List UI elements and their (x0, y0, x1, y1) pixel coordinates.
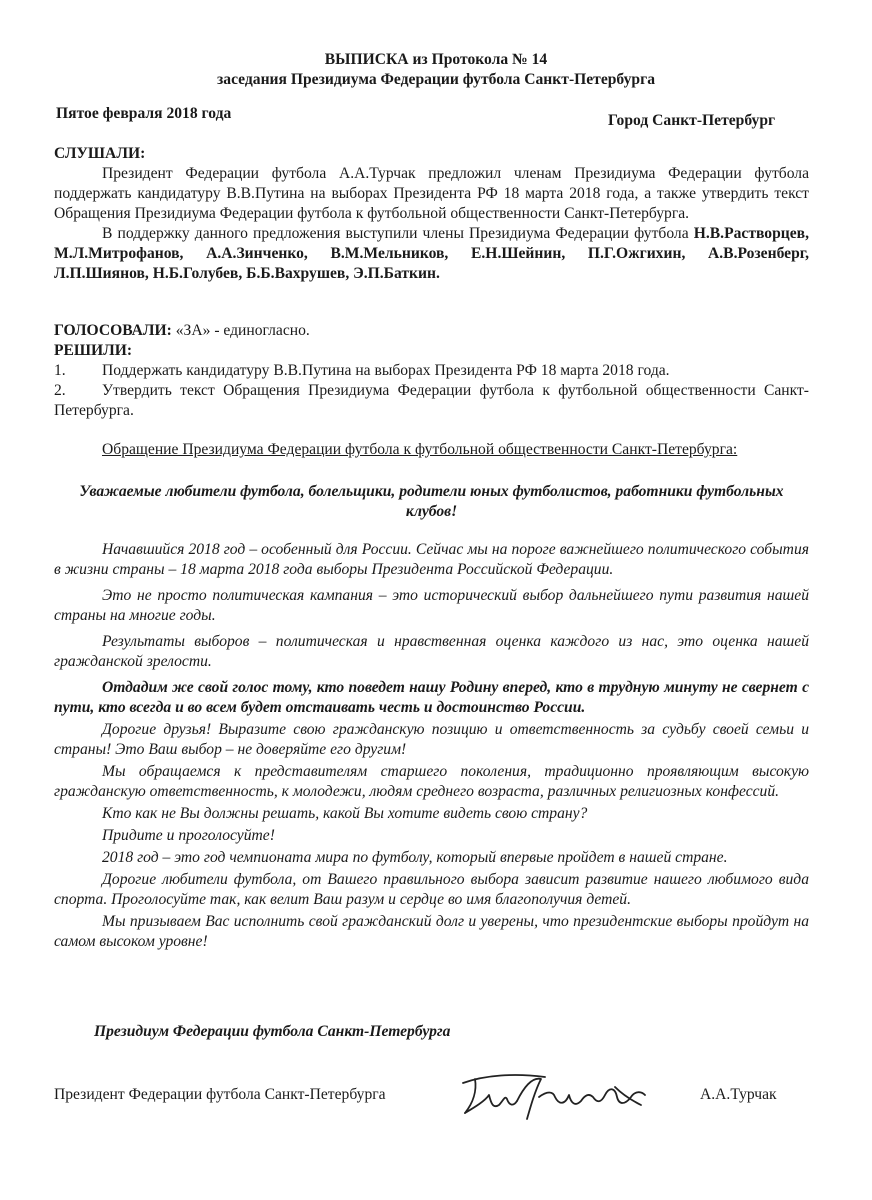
appeal-title: Обращение Президиума Федерации футбола к футбольной общественности Санкт-Петербурга: (102, 441, 738, 458)
voted-result: «ЗА» - единогласно. (175, 322, 310, 339)
appeal-paragraph: Мы призываем Вас исполнить свой гражданский долг и уверены, что президентские выборы пройдут на самом высоком уровне! (54, 913, 809, 950)
appeal-paragraph: Дорогие любители футбола, от Вашего правильного выбора зависит развитие нашего любимого вида спорта. Проголосуйте так, как велит Ваш разум и сердце во имя благополучия детей. (54, 871, 809, 908)
decided-heading: РЕШИЛИ: (54, 342, 133, 359)
listened-heading: СЛУШАЛИ: (54, 145, 146, 162)
voted-heading: ГОЛОСОВАЛИ: (54, 322, 172, 339)
listened-section (54, 144, 809, 284)
appeal-paragraph: Начавшийся 2018 год – особенный для России. Сейчас мы на пороге важнейшего политического события в жизни страны – 18 марта 2018 года выборы Президента Российской Федерации. (54, 541, 809, 578)
document-title: ВЫПИСКА из Протокола № 14 (324, 51, 548, 68)
appeal-paragraph: Это не просто политическая кампания – это исторический выбор дальнейшего пути развития нашей страны на многие годы. (54, 587, 809, 624)
decision-section (54, 321, 809, 421)
listened-paragraph: Президент Федерации футбола А.А.Турчак предложил членам Президиума Федерации футбола поддержать кандидатуру В.В.Путина на выборах Президента РФ 18 марта 2018 года, а также утвердить текст Обращения Президиума Федерации футбола к футбольной общественности Санкт-Петербурга. (54, 165, 809, 222)
decision-text: Утвердить текст Обращения Президиума Федерации футбола к футбольной общественности Санкт-Петербурга. (54, 382, 809, 419)
decision-text: Поддержать кандидатуру В.В.Путина на выборах Президента РФ 18 марта 2018 года. (102, 362, 670, 379)
appeal-body (54, 540, 809, 952)
speakers-intro: В поддержку данного предложения выступили члены Президиума Федерации футбола (102, 225, 689, 242)
document-city: Город Санкт-Петербург (608, 112, 776, 129)
speakers-paragraph (54, 224, 809, 284)
appeal-paragraph: Придите и проголосуйте! (102, 827, 275, 844)
document-date: Пятое февраля 2018 года (56, 105, 232, 122)
speakers-names: Н.В.Растворцев, М.Л.Митрофанов, А.А.Зинченко, В.М.Мельников, Е.Н.Шейнин, П.Г.Ожгихин, А.В.Розенберг, Л.П.Шиянов, Н.Б.Голубев, Б.Б.Вахрушев, Э.П.Баткин. (54, 225, 809, 282)
decision-item (54, 361, 809, 381)
voted-line (54, 321, 809, 341)
appeal-signature-block: Президиум Федерации футбола Санкт-Петербурга (94, 1023, 451, 1040)
appeal-paragraph: Мы обращаемся к представителям старшего поколения, традиционно проявляющим высокую гражданскую ответственность, к молодежи, людям среднего возраста, различных религиозных конфессий. (54, 763, 809, 800)
appeal-paragraph: Кто как не Вы должны решать, какой Вы хотите видеть свою страну? (102, 805, 588, 822)
signer-position: Президент Федерации футбола Санкт-Петербурга (54, 1086, 386, 1103)
appeal-greeting: Уважаемые любители футбола, болельщики, родители юных футболистов, работники футбольных клубов! (79, 483, 784, 520)
decision-number: 2. (54, 382, 66, 399)
decision-item (54, 381, 809, 421)
appeal-paragraph: 2018 год – это год чемпионата мира по футболу, который впервые пройдет в нашей стране. (102, 849, 728, 866)
decision-number: 1. (54, 362, 66, 379)
appeal-paragraph: Результаты выборов – политическая и нравственная оценка каждого из нас, это оценка нашей гражданской зрелости. (54, 633, 809, 670)
handwritten-signature (455, 1065, 655, 1125)
signer-name: А.А.Турчак (700, 1086, 777, 1103)
appeal-paragraph: Дорогие друзья! Выразите свою гражданскую позицию и ответственность за судьбу своей семьи и страны! Это Ваш выбор – не доверяйте его другим! (54, 721, 809, 758)
appeal-section (54, 440, 809, 954)
document-subtitle: заседания Президиума Федерации футбола Санкт-Петербурга (217, 71, 655, 88)
appeal-paragraph-emphasis: Отдадим же свой голос тому, кто поведет нашу Родину вперед, кто в трудную минуту не свернет с пути, кто всегда и во всем будет отстаивать честь и достоинство России. (54, 679, 809, 716)
